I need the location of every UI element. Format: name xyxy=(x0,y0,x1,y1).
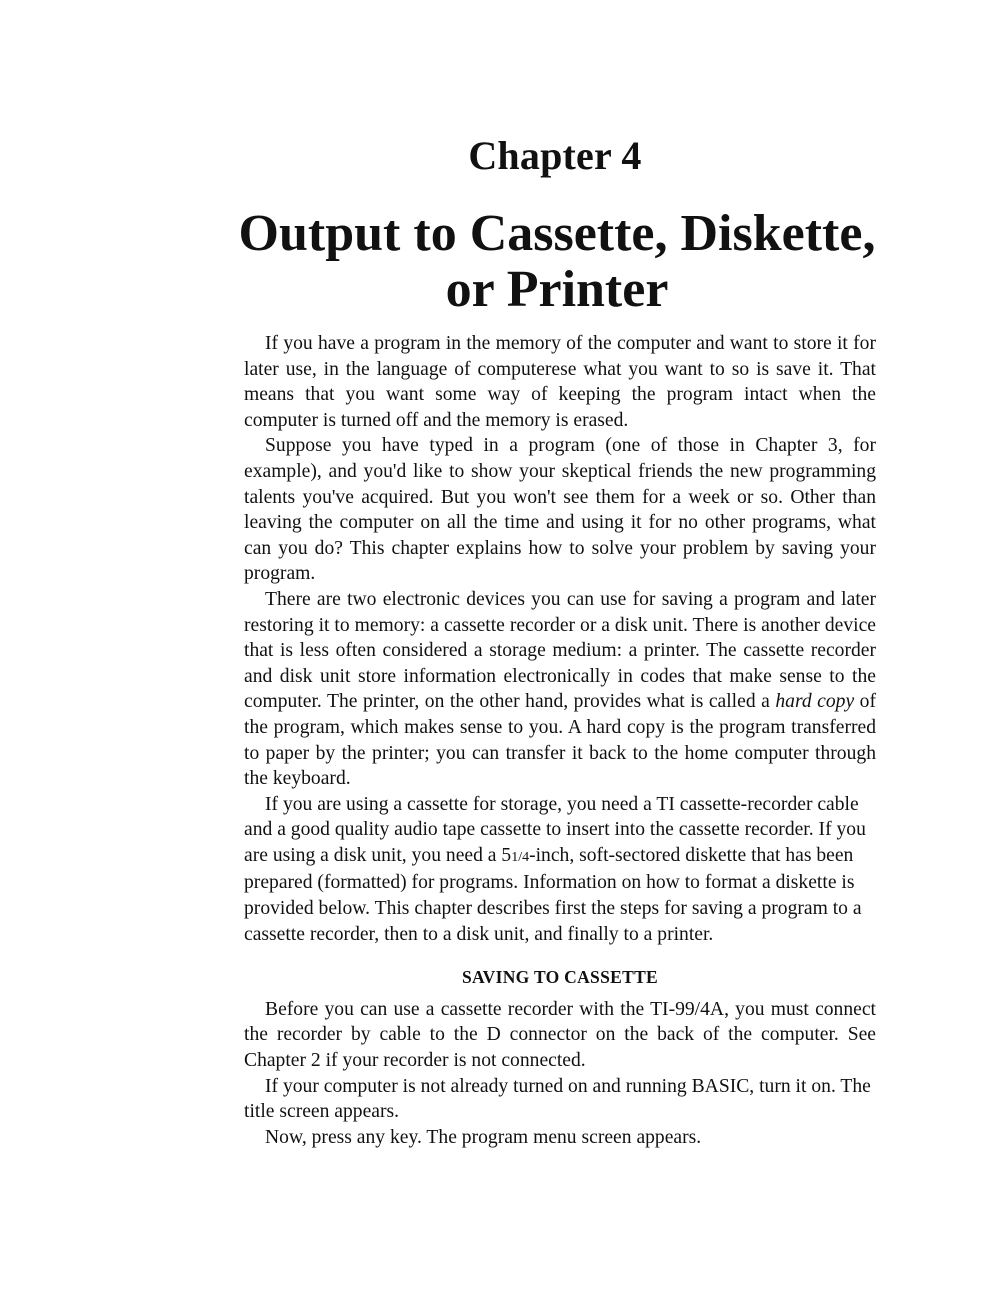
section-paragraph-1: Before you can use a cassette recorder with the TI-99/4A, you must connect the recorder by cable to the D connector on the back of the computer. See Chapter 2 if your recorder is not connected. xyxy=(244,998,876,1072)
paragraph-4-text-b: -inch, soft-sectored diskette that has been prepared (formatted) for programs. Information on how to format a diskette is provided below. This chapter describes first the steps for saving a program to a cassette recorder, then to a disk unit, and finally to a printer. xyxy=(244,844,862,945)
paragraph-3-text-b: of the program, which makes sense to you. A hard copy is the program transferred to paper by the printer; you can transfer it back to the home computer through the keyboard. xyxy=(244,691,876,790)
body-text xyxy=(244,331,876,1150)
section-paragraph-3: Now, press any key. The program menu screen appears. xyxy=(265,1126,702,1148)
paragraph-3-text-a: There are two electronic devices you can use for saving a program and later restoring it to memory: a cassette recorder or a disk unit. There is another device that is less often considered a storage medium: a printer. The cassette recorder and disk unit store information electronically in codes that make sense to the computer. The printer, on the other hand, provides what is called a xyxy=(244,588,876,713)
section-heading: SAVING TO CASSETTE xyxy=(461,967,659,988)
chapter-title-line-1: Output to Cassette, Diskette, xyxy=(238,205,876,262)
paragraph-4-text-a: If you are using a cassette for storage, you need a TI cassette-recorder cable and a good quality audio tape cassette to insert into the cassette recorder. If you are using a disk unit, you need a 5 xyxy=(244,793,866,866)
paragraph-4 xyxy=(244,792,876,948)
diskette-size-fraction: 1/4 xyxy=(511,849,530,865)
hard-copy-term: hard copy xyxy=(775,691,855,713)
paragraph-1: If you have a program in the memory of the computer and want to store it for later use, in the language of computerese what you want to so is save it. That means that you want some way of keeping the program intact when the computer is turned off and the memory is erased. xyxy=(244,333,876,431)
chapter-title xyxy=(0,206,1000,318)
chapter-label: Chapter 4 xyxy=(468,133,642,178)
paragraph-2: Suppose you have typed in a program (one of those in Chapter 3, for example), and you'd like to show your skeptical friends the new programming talents you've acquired. But you won't see them for a week or so. Other than leaving the computer on all the time and using it for no other programs, what can you do? This chapter explains how to solve your problem by saving your program. xyxy=(244,435,876,585)
chapter-title-line-2: or Printer xyxy=(445,261,669,318)
section-paragraph-2: If your computer is not already turned on and running BASIC, turn it on. The title screen appears. xyxy=(244,1075,871,1123)
paragraph-3 xyxy=(244,587,876,792)
